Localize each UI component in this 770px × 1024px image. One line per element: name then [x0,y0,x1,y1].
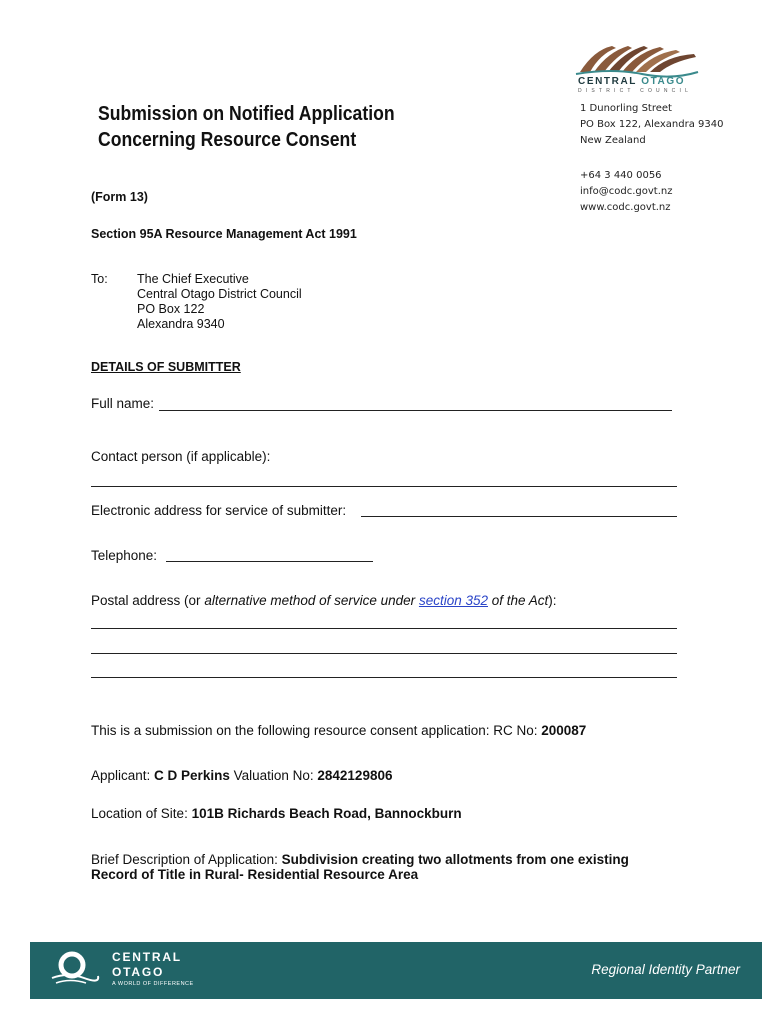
form-number: (Form 13) [91,190,148,204]
website: www.codc.govt.nz [580,202,671,213]
to-label: To: [91,272,108,286]
description-block: Brief Description of Application: Subdivision creating two allotments from one existing Record of Title in Rural- Residential Resource Area [91,852,629,882]
site-location: 101B Richards Beach Road, Bannockburn [191,806,462,821]
footer-wordmark: CENTRAL OTAGO [112,950,182,979]
electronic-address-label: Electronic address for service of submitter: [91,503,347,518]
contact-person-label: Contact person (if applicable): [91,449,271,464]
postal-address-label: Postal address (or alternative method of service under section 352 of the Act): [91,593,557,608]
council-address [580,101,724,149]
postal-address-field-line-1[interactable] [91,628,677,629]
section-352-link[interactable]: section 352 [418,593,488,608]
address-line: 1 Dunorling Street [580,103,672,114]
rc-number: 200087 [541,723,587,738]
central-otago-swirl-icon [48,948,100,990]
full-name-field[interactable] [159,410,672,411]
footer-tagline: A WORLD OF DIFFERENCE [112,981,194,987]
applicant-line: Applicant: C D Perkins Valuation No: 2842129806 [91,768,393,783]
address-line: New Zealand [580,135,646,146]
electronic-address-field[interactable] [361,516,677,517]
logo-subtitle: DISTRICT COUNCIL [578,88,693,94]
applicant-name: C D Perkins [154,768,230,783]
email-address: info@codc.govt.nz [580,186,673,197]
full-name-label: Full name: [91,396,155,411]
logo-wordmark: CENTRAL OTAGO [578,76,686,87]
telephone-field[interactable] [166,561,373,562]
council-contact [580,168,672,216]
description-line-2: Record of Title in Rural- Residential Resource Area [91,867,419,882]
postal-address-field-line-2[interactable] [91,653,677,654]
application-intro: This is a submission on the following resource consent application: RC No: 200087 [91,723,587,738]
recipient-address: The Chief Executive Central Otago District Council PO Box 122 Alexandra 9340 [137,272,302,331]
details-heading: DETAILS OF SUBMITTER [91,360,241,374]
postal-address-field-line-3[interactable] [91,677,677,678]
regional-identity-partner: Regional Identity Partner [591,962,740,977]
description-line-1: Subdivision creating two allotments from one existing [281,852,629,867]
section-heading: Section 95A Resource Management Act 1991 [91,227,357,241]
telephone-label: Telephone: [91,548,158,563]
contact-person-field[interactable] [91,486,677,487]
phone-number: +64 3 440 0056 [580,170,662,181]
address-line: PO Box 122, Alexandra 9340 [580,119,724,130]
location-line: Location of Site: 101B Richards Beach Road, Bannockburn [91,806,462,821]
valuation-number: 2842129806 [317,768,393,783]
page-title: Submission on Notified Application Concerning Resource Consent [98,103,395,151]
